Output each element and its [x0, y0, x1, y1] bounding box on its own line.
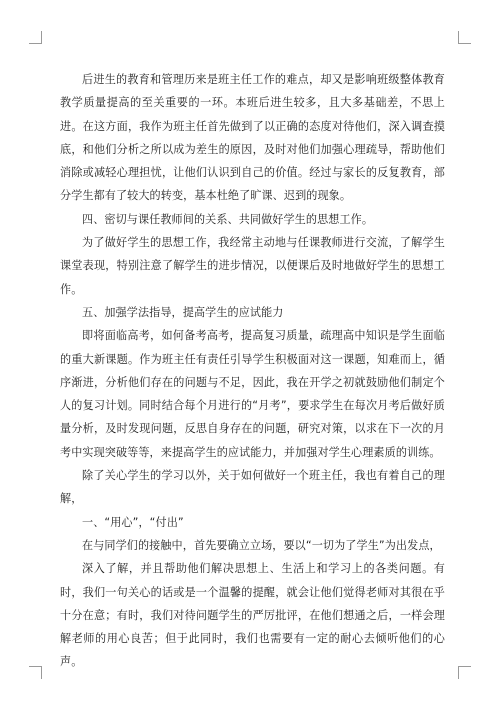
paragraph-student-first-standpoint: 在与同学们的接触中，首先要确立立场，要以“一切为了学生”为出发点，	[82, 538, 441, 552]
paragraph-exam-preparation: 即将面临高考，如何备考高考，提高复习质量，疏理高中知识是学生面临的重大新课题。作为班主任有责任引导学生积极面对这一课题，知难而上，循序渐进，分析他们存在的问题与不足，因此，我在开学之初就鼓励他们制定个人的复习计划。同时结合每个月进行的“月考”，要求学生在每次月考后做好质量分析，及时发现问题，反思自身存在的问题，研究对策，以求在下一次的月考中实现突破等等，来提高学生的应试能力，并加强对学生心理素质的训练。	[60, 329, 445, 459]
paragraph-understanding-students: 深入了解，并且帮助他们解决思想上、生活上和学习上的各类问题。有时，我们一句关心的话或是一个温馨的提醒，就会让他们觉得老师对其很在乎十分在意；有时，我们对待问题学生的严厉批评，在他们想通之后，一样会理解老师的用心良苦；但于此同时，我们也需要有一定的耐心去倾听他们的心声。	[60, 562, 445, 669]
document-body	[60, 68, 445, 674]
paragraph-teacher-communication: 为了做好学生的思想工作，我经常主动地与任课教师进行交流，了解学生课堂表现，特别注意了解学生的进步情况，以便课后及时地做好学生的思想工作。	[60, 236, 445, 296]
page-corner-mark-top-left	[29, 31, 42, 44]
paragraph-head-teacher-understanding: 除了关心学生的学习以外，关于如何做好一个班主任，我也有着自己的理解，	[60, 469, 445, 506]
page-corner-mark-bottom-right	[458, 666, 471, 679]
page-corner-mark-bottom-left	[29, 666, 42, 679]
heading-four-teacher-cooperation: 四、密切与课任教师间的关系、共同做好学生的思想工作。	[82, 212, 374, 226]
page-corner-mark-top-right	[458, 31, 471, 44]
heading-one-care-and-devotion: 一、“用心”，“付出”	[82, 515, 184, 529]
heading-five-study-guidance: 五、加强学法指导，提高学生的应试能力	[82, 305, 284, 319]
paragraph-underachiever-management: 后进生的教育和管理历来是班主任工作的难点，却又是影响班级整体教育教学质量提高的至关重要的一环。本班后进生较多，且大多基础差，不思上进。在这方面，我作为班主任首先做到了以正确的态度对待他们，深入调查摸底，和他们分析之所以成为差生的原因，及时对他们加强心理疏导，帮助他们消除或减轻心理担忧，让他们认识到自己的价值。经过与家长的反复教育，部分学生都有了较大的转变，基本杜绝了旷课、迟到的现象。	[60, 73, 445, 203]
